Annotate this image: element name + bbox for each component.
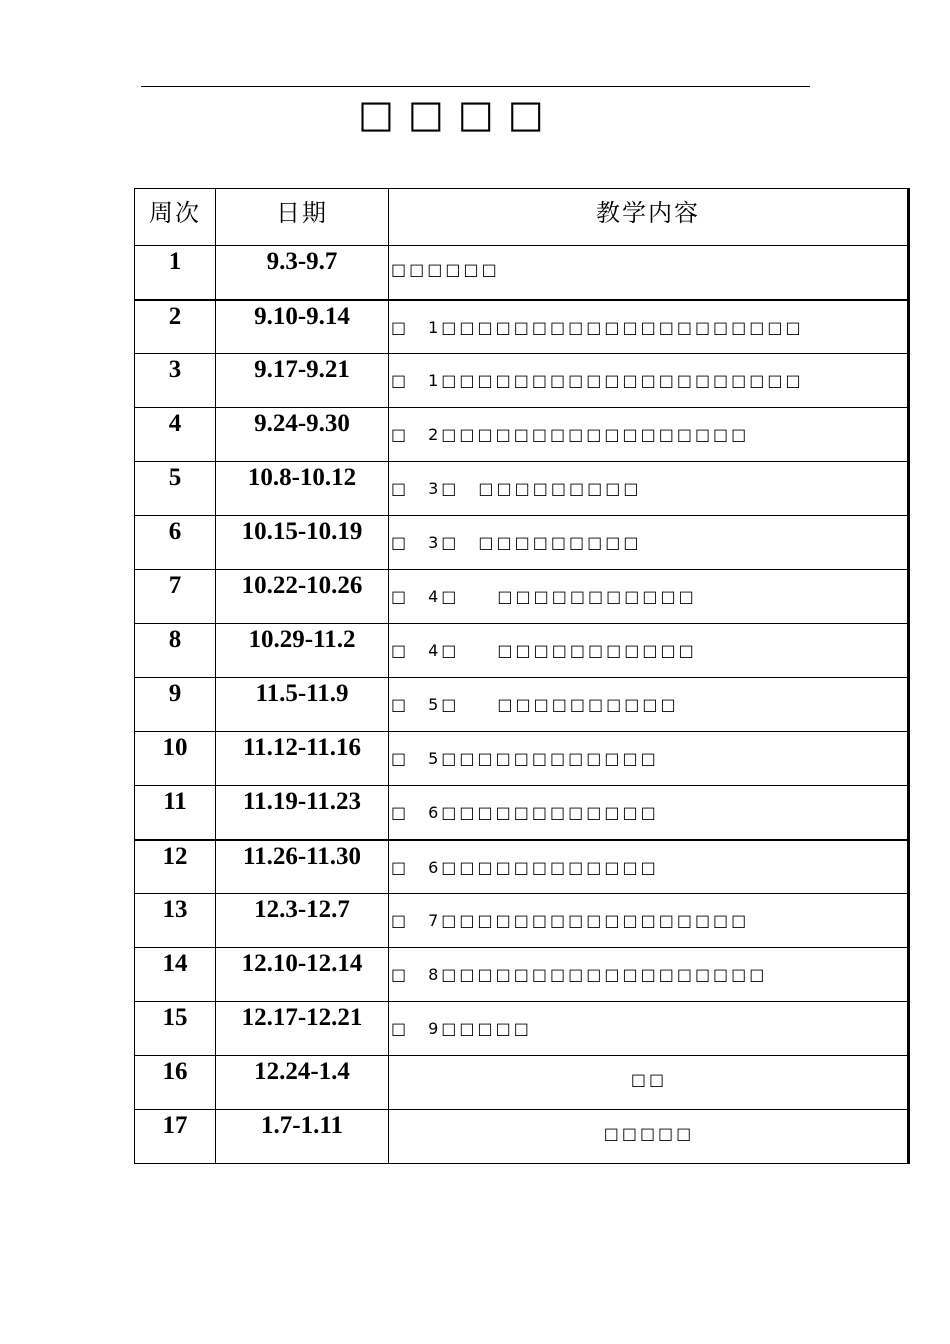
content-cell: □ 5□□□□□□□□□□□□ <box>389 732 909 786</box>
date-cell: 10.29-11.2 <box>216 624 389 678</box>
content-cell: □ 8□□□□□□□□□□□□□□□□□□ <box>389 948 909 1002</box>
table-row <box>135 894 909 948</box>
date-cell: 10.8-10.12 <box>216 462 389 516</box>
table-row <box>135 732 909 786</box>
week-cell: 12 <box>135 840 216 894</box>
week-cell: 7 <box>135 570 216 624</box>
date-cell: 11.12-11.16 <box>216 732 389 786</box>
week-header: 周次 <box>135 189 216 246</box>
page-title: □□□□ <box>358 92 558 136</box>
top-rule <box>141 86 810 87</box>
date-cell: 12.24-1.4 <box>216 1056 389 1110</box>
week-cell: 10 <box>135 732 216 786</box>
content-cell: □ 2□□□□□□□□□□□□□□□□□ <box>389 408 909 462</box>
date-cell: 9.10-9.14 <box>216 300 389 354</box>
content-header: 教学内容 <box>389 189 909 246</box>
table-row <box>135 1002 909 1056</box>
week-cell: 9 <box>135 678 216 732</box>
content-cell: □ 1□□□□□□□□□□□□□□□□□□□□ <box>389 300 909 354</box>
content-cell: □ 3□ □□□□□□□□□ <box>389 516 909 570</box>
table-row <box>135 1056 909 1110</box>
content-cell: □□□□□□ <box>389 246 909 300</box>
week-cell: 6 <box>135 516 216 570</box>
date-cell: 9.17-9.21 <box>216 354 389 408</box>
week-cell: 17 <box>135 1110 216 1164</box>
date-cell: 12.17-12.21 <box>216 1002 389 1056</box>
content-cell: □ 3□ □□□□□□□□□ <box>389 462 909 516</box>
date-cell: 10.15-10.19 <box>216 516 389 570</box>
date-cell: 9.3-9.7 <box>216 246 389 300</box>
table-row <box>135 462 909 516</box>
table-row <box>135 840 909 894</box>
week-cell: 4 <box>135 408 216 462</box>
table-row <box>135 516 909 570</box>
table-row <box>135 408 909 462</box>
table-row <box>135 678 909 732</box>
content-cell: □□□□□ <box>389 1110 909 1164</box>
table-row <box>135 786 909 840</box>
content-cell: □ 1□□□□□□□□□□□□□□□□□□□□ <box>389 354 909 408</box>
table-row <box>135 570 909 624</box>
week-cell: 8 <box>135 624 216 678</box>
week-cell: 5 <box>135 462 216 516</box>
date-cell: 11.26-11.30 <box>216 840 389 894</box>
content-cell: □□ <box>389 1056 909 1110</box>
week-cell: 11 <box>135 786 216 840</box>
table-row <box>135 246 909 300</box>
content-cell: □ 9□□□□□ <box>389 1002 909 1056</box>
content-cell: □ 4□ □□□□□□□□□□□ <box>389 624 909 678</box>
table-row <box>135 354 909 408</box>
date-cell: 11.5-11.9 <box>216 678 389 732</box>
content-cell: □ 7□□□□□□□□□□□□□□□□□ <box>389 894 909 948</box>
week-cell: 1 <box>135 246 216 300</box>
table-row <box>135 948 909 1002</box>
date-header: 日期 <box>216 189 389 246</box>
date-cell: 9.24-9.30 <box>216 408 389 462</box>
content-cell: □ 6□□□□□□□□□□□□ <box>389 786 909 840</box>
content-cell: □ 6□□□□□□□□□□□□ <box>389 840 909 894</box>
date-cell: 12.3-12.7 <box>216 894 389 948</box>
week-cell: 15 <box>135 1002 216 1056</box>
table-row <box>135 1110 909 1164</box>
table-header-row <box>135 189 909 246</box>
date-cell: 1.7-1.11 <box>216 1110 389 1164</box>
week-cell: 3 <box>135 354 216 408</box>
week-cell: 2 <box>135 300 216 354</box>
table-row <box>135 300 909 354</box>
week-cell: 16 <box>135 1056 216 1110</box>
week-cell: 14 <box>135 948 216 1002</box>
date-cell: 11.19-11.23 <box>216 786 389 840</box>
week-cell: 13 <box>135 894 216 948</box>
content-cell: □ 4□ □□□□□□□□□□□ <box>389 570 909 624</box>
content-cell: □ 5□ □□□□□□□□□□ <box>389 678 909 732</box>
table-row <box>135 624 909 678</box>
date-cell: 10.22-10.26 <box>216 570 389 624</box>
schedule-table <box>134 188 910 1164</box>
date-cell: 12.10-12.14 <box>216 948 389 1002</box>
